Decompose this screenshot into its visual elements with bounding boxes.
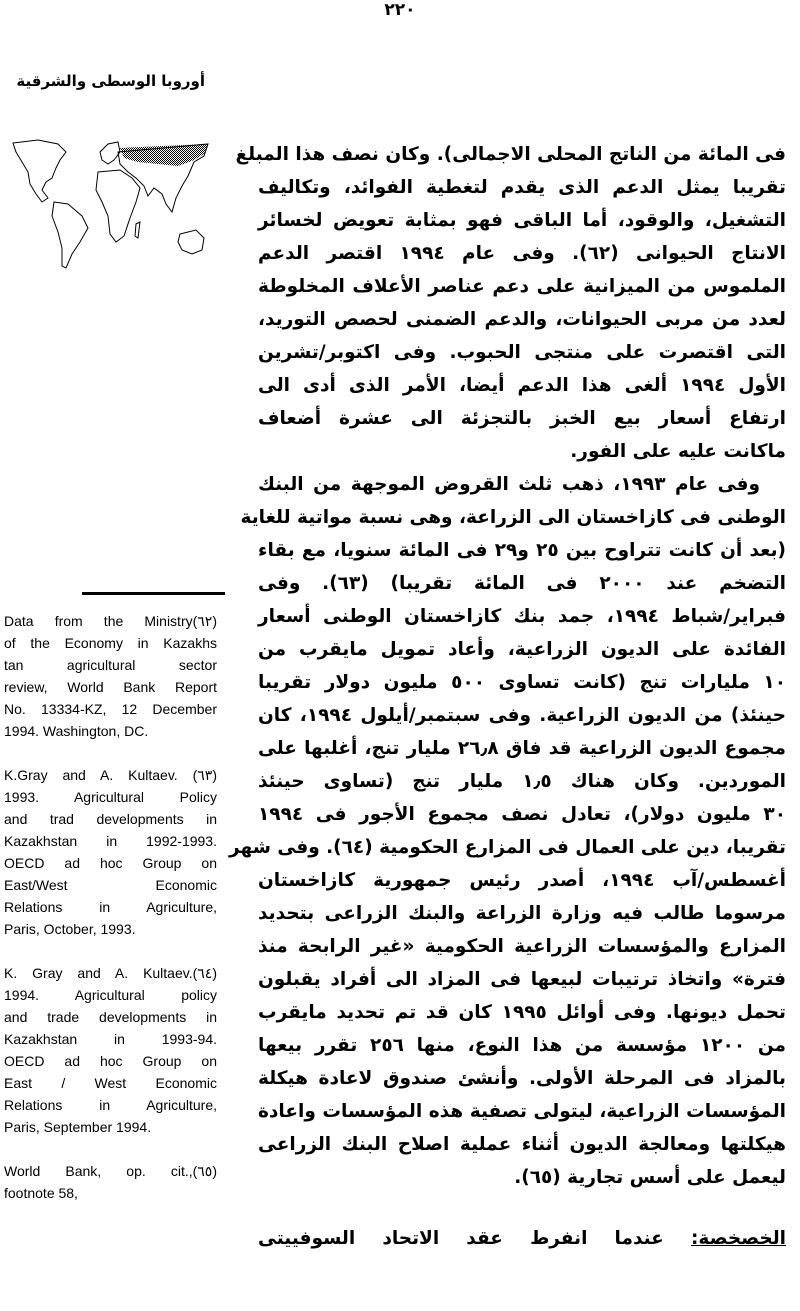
footnote-line: review, World Bank Report [4, 679, 217, 695]
text-line: تقريبا، دين على العمال فى المزارع الحكومية (٦٤). وفى شهر [229, 837, 786, 858]
main-text [229, 138, 787, 1255]
text-line: فى المائة من الناتج المحلى الاجمالى). وكان نصف هذا المبلغ [235, 144, 786, 165]
footnote-line: 1993. Agricultural Policy [4, 789, 217, 805]
page-number: ٢٢٠ [384, 0, 416, 20]
text-line: (بعد أن كانت تتراوح بين ٢٥ و٢٩ فى المائة سنويا، مع بقاء [258, 540, 786, 561]
footnote-line: No. 13334-KZ, 12 December [4, 701, 217, 717]
text-line: مجموع الديون الزراعية قد فاق ٢٦٫٨ مليار تنج، أغلبها على [258, 738, 786, 759]
footnote-line: and trad developments in [4, 811, 217, 827]
text-line: ٣٠ مليون دولار)، تعادل نصف مجموع الأجور فى ١٩٩٤ [258, 804, 786, 825]
footnote-line: K. Gray and A. Kultaev.(٦٤) [4, 965, 217, 981]
text-line: فبراير/شباط ١٩٩٤، جمد بنك كازاخستان الوطنى أسعار [258, 606, 786, 627]
text-line: الموردين. وكان هناك ١٫٥ مليار تنج (تساوى حينئذ [258, 771, 786, 792]
text-line: بالمزاد فى المرحلة الأولى. وأنشئ صندوق لاعادة هيكلة [258, 1068, 786, 1089]
text-line: وفى عام ١٩٩٣، ذهب ثلث القروض الموجهة من البنك [258, 474, 761, 495]
text-line: مرسوما طالب فيه وزارة الزراعة والبنك الزراعى بتحديد [258, 903, 786, 924]
footnote-line: OECD ad hoc Group on [4, 1053, 217, 1069]
text-line: الملموس من الميزانية على دعم عناصر الأعلاف المخلوطة [258, 276, 786, 297]
footnote-line: Relations in Agriculture, [4, 1097, 217, 1113]
text-line: حينئذ) من الديون الزراعية. وفى سبتمبر/أيلول ١٩٩٤، كان [258, 705, 786, 726]
text-line: من ١٢٠٠ مؤسسة من هذا النوع، منها ٢٥٦ تقرر بيعها [258, 1035, 786, 1056]
text-line: الوطنى فى كازاخستان الى الزراعة، وهى نسبة مواتية للغاية [240, 507, 786, 528]
text-line: ارتفاع أسعار بيع الخبز بالتجزئة الى عشرة أضعاف [258, 408, 786, 429]
text-line: التى اقتصرت على منتجى الحبوب. وفى اكتوبر/تشرين [258, 342, 786, 363]
footnote-line: footnote 58, [4, 1185, 78, 1201]
footnote-line: Kazakhstan in 1993-94. [4, 1031, 217, 1047]
footnote-line: East/West Economic [4, 877, 217, 893]
footnote-line: East / West Economic [4, 1075, 217, 1091]
footnote-line: Data from the Ministry(٦٢) [4, 613, 217, 629]
footnote-65 [4, 1160, 217, 1204]
footnotes [4, 610, 217, 1226]
footnote-line: of the Economy in Kazakhs [4, 635, 217, 651]
text-line: الفائدة على الديون الزراعية، وأعاد تمويل مايقرب من [258, 639, 786, 660]
text-line: ليعمل على أسس تجارية (٦٥). [514, 1167, 786, 1188]
highlighted-region [120, 144, 208, 166]
text-line: المزارع والمؤسسات الزراعية الحكومية «غير الرابحة منذ [258, 936, 786, 957]
footnote-line: OECD ad hoc Group on [4, 855, 217, 871]
text-line: ١٠ مليارات تنج (كانت تساوى ٥٠٠ مليون دولار تقريبا [258, 672, 787, 693]
text-line: التشغيل، والوقود، أما الباقى فهو بمثابة تعويض لخسائر [258, 210, 786, 231]
footnote-line: and trade developments in [4, 1009, 217, 1025]
footnote-62 [4, 610, 217, 742]
footnote-line: 1994. Agricultural policy [4, 987, 217, 1003]
text-line: الانتاج الحيوانى (٦٢). وفى عام ١٩٩٤ اقتصر الدعم [258, 243, 786, 264]
text-line: هيكلتها ومعالجة الديون أثناء عملية اصلاح البنك الزراعى [258, 1134, 786, 1155]
paragraph-2 [229, 468, 787, 1194]
world-map-icon [8, 138, 213, 278]
text-line: أغسطس/آب ١٩٩٤، أصدر رئيس جمهورية كازاخستان [258, 870, 786, 891]
text-line: تحمل ديونها. وفى أوائل ١٩٩٥ كان قد تم تحديد مايقرب [258, 1002, 786, 1023]
text-line: لعدد من مربى الحيوانات، والدعم الضمنى لحصص التوريد، [258, 309, 786, 330]
footnote-line: Kazakhstan in 1992-1993. [4, 833, 217, 849]
section-title: أوروبا الوسطى والشرقية [16, 72, 205, 90]
footnote-line: K.Gray and A. Kultaev. (٦٣) [4, 767, 217, 783]
footnote-line: tan agricultural sector [4, 657, 217, 673]
footnote-line: Paris, October, 1993. [4, 921, 136, 937]
footnote-64 [4, 962, 217, 1138]
footnote-line: Paris, September 1994. [4, 1119, 152, 1135]
text-line: المؤسسات الزراعية، ليتولى تصفية هذه المؤسسات واعادة [258, 1101, 786, 1122]
text-line: ماكانت عليه على الفور. [570, 441, 786, 462]
text-line: الأول ١٩٩٤ ألغى هذا الدعم أيضا، الأمر الذى أدى الى [258, 375, 786, 396]
paragraph-1 [235, 138, 786, 468]
footnote-63 [4, 764, 217, 940]
text-line: تقريبا يمثل الدعم الذى يقدم لتغطية الفوائد، وتكاليف [258, 177, 786, 198]
footnote-divider [82, 592, 225, 595]
footnote-line: 1994. Washington, DC. [4, 723, 149, 739]
footnote-line: Relations in Agriculture, [4, 899, 217, 915]
text-line: التضخم عند ٢٠٠٠ فى المائة تقريبا) (٦٣). وفى [258, 573, 786, 594]
subsection-heading [258, 1222, 786, 1255]
footnote-line: World Bank, op. cit.,(٦٥) [4, 1163, 217, 1179]
heading-text: عندما انفرط عقد الاتحاد السوفييتى [258, 1228, 691, 1249]
text-line: فترة» واتخاذ ترتيبات لبيعها فى المزاد الى أفراد يقبلون [258, 969, 786, 990]
heading-term: الخصخصة: [690, 1228, 786, 1249]
